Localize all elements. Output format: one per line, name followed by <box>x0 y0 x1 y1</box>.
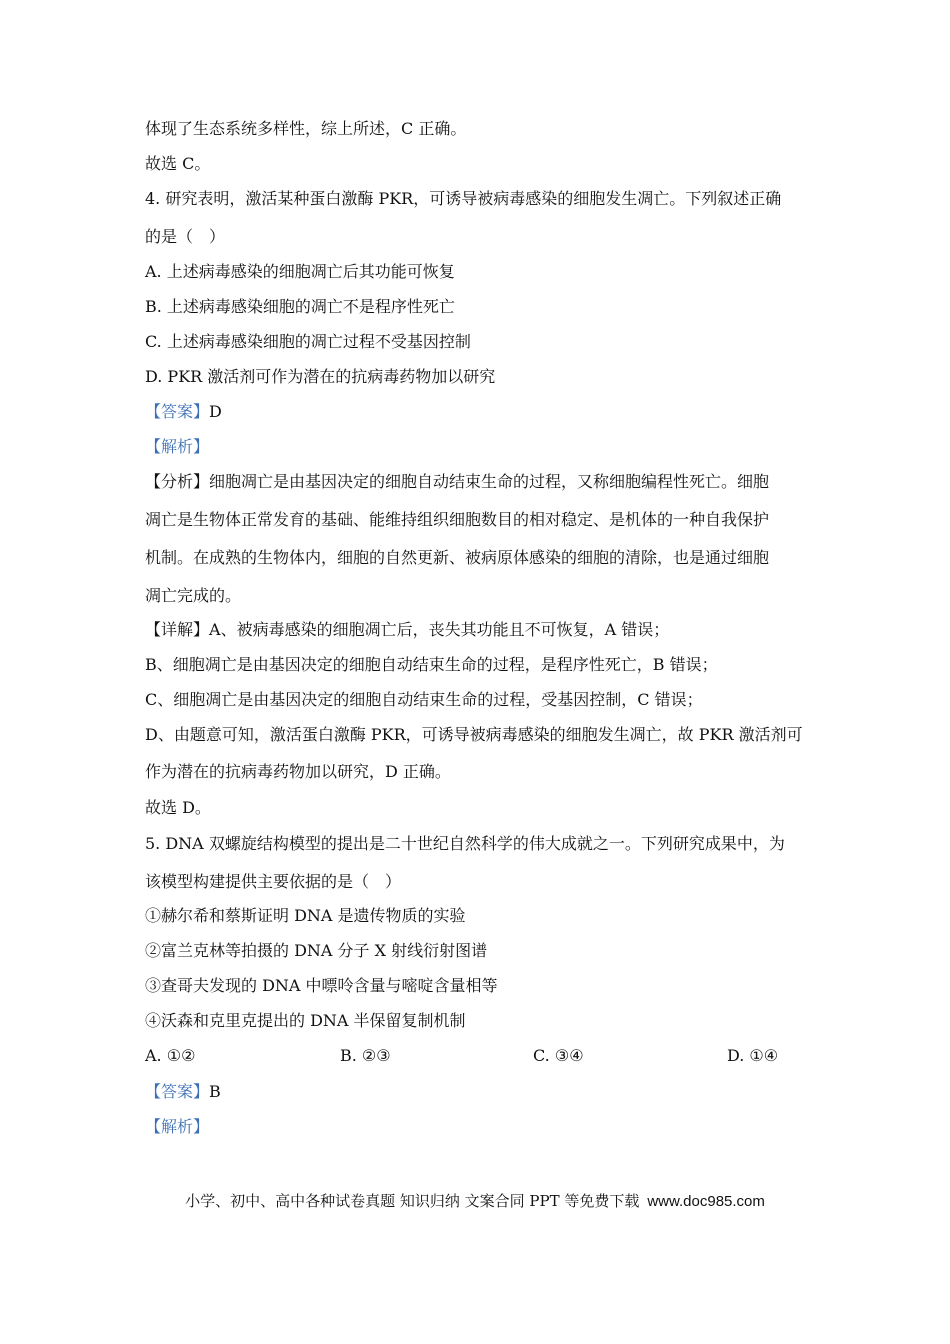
q5-stem-line-2: 该模型构建提供主要依据的是（ ） <box>145 872 402 891</box>
q4-fenxi-line-4: 凋亡完成的。 <box>145 586 242 605</box>
q5-item-1: ①赫尔希和蔡斯证明 DNA 是遗传物质的实验 <box>145 906 466 925</box>
q5-answer-tag: 【答案】 <box>145 1082 210 1101</box>
carryover-line-1: 体现了生态系统多样性，综上所述，C 正确。 <box>145 119 467 138</box>
q5-item-3: ③查哥夫发现的 DNA 中嘌呤含量与嘧啶含量相等 <box>145 976 498 995</box>
q4-xiangjie-line-3: C、细胞凋亡是由基因决定的细胞自动结束生命的过程，受基因控制，C 错误； <box>145 690 703 709</box>
q4-answer <box>145 401 815 423</box>
q4-fenxi-line-3: 机制。在成熟的生物体内，细胞的自然更新、被病原体感染的细胞的清除，也是通过细胞 <box>145 548 770 567</box>
q4-xiangjie-line-5: 作为潜在的抗病毒药物加以研究，D 正确。 <box>145 762 451 781</box>
q5-choice-a: A. ①② <box>145 1046 196 1065</box>
page-footer <box>0 1190 950 1213</box>
q4-xiangjie-line-2: B、细胞凋亡是由基因决定的细胞自动结束生命的过程，是程序性死亡，B 错误； <box>145 655 718 674</box>
q4-answer-tag: 【答案】 <box>145 402 210 421</box>
q5-choice-b: B. ②③ <box>340 1046 391 1065</box>
q4-option-c: C. 上述病毒感染细胞的凋亡过程不受基因控制 <box>145 332 471 351</box>
q4-analysis-tag: 【解析】 <box>145 437 210 456</box>
q4-xiangjie-text-1: A、被病毒感染的细胞凋亡后，丧失其功能且不可恢复，A 错误； <box>209 620 670 639</box>
q4-fenxi-text-1: 细胞凋亡是由基因决定的细胞自动结束生命的过程，又称细胞编程性死亡。细胞 <box>209 472 770 491</box>
footer-text: 小学、初中、高中各种试卷真题 知识归纳 文案合同 PPT 等免费下载 <box>185 1192 640 1210</box>
q4-fenxi-line-2: 凋亡是生物体正常发育的基础、能维持组织细胞数目的相对稳定、是机体的一种自我保护 <box>145 510 770 529</box>
carryover-conclusion: 故选 C。 <box>145 154 211 173</box>
q4-stem-line-1: 4. 研究表明，激活某种蛋白激酶 PKR，可诱导被病毒感染的细胞发生凋亡。下列叙述正确 <box>145 189 782 208</box>
q4-option-b: B. 上述病毒感染细胞的凋亡不是程序性死亡 <box>145 297 455 316</box>
q5-answer-value: B <box>209 1082 221 1101</box>
q5-choice-c: C. ③④ <box>533 1046 584 1065</box>
q4-conclusion: 故选 D。 <box>145 798 211 817</box>
q5-analysis-tag: 【解析】 <box>145 1117 210 1136</box>
q4-fenxi-tag: 【分析】 <box>145 472 210 491</box>
q4-option-a: A. 上述病毒感染的细胞凋亡后其功能可恢复 <box>145 262 455 281</box>
q4-option-d: D. PKR 激活剂可作为潜在的抗病毒药物加以研究 <box>145 367 496 386</box>
q4-stem-line-2: 的是（ ） <box>145 227 226 246</box>
q4-xiangjie-line-1 <box>145 619 815 641</box>
q5-item-4: ④沃森和克里克提出的 DNA 半保留复制机制 <box>145 1011 466 1030</box>
q5-item-2: ②富兰克林等拍摄的 DNA 分子 X 射线衍射图谱 <box>145 941 488 960</box>
q5-choice-d: D. ①④ <box>727 1046 779 1065</box>
q4-xiangjie-line-4: D、由题意可知，激活蛋白激酶 PKR，可诱导被病毒感染的细胞发生凋亡，故 PKR 激活剂可 <box>145 725 803 744</box>
q4-answer-value: D <box>209 402 222 421</box>
footer-site-link[interactable]: www.doc985.com <box>647 1193 765 1210</box>
q5-answer <box>145 1081 815 1103</box>
q5-stem-line-1: 5. DNA 双螺旋结构模型的提出是二十世纪自然科学的伟大成就之一。下列研究成果中，为 <box>145 834 785 853</box>
q4-fenxi-line-1 <box>145 471 815 493</box>
q4-xiangjie-tag: 【详解】 <box>145 620 210 639</box>
